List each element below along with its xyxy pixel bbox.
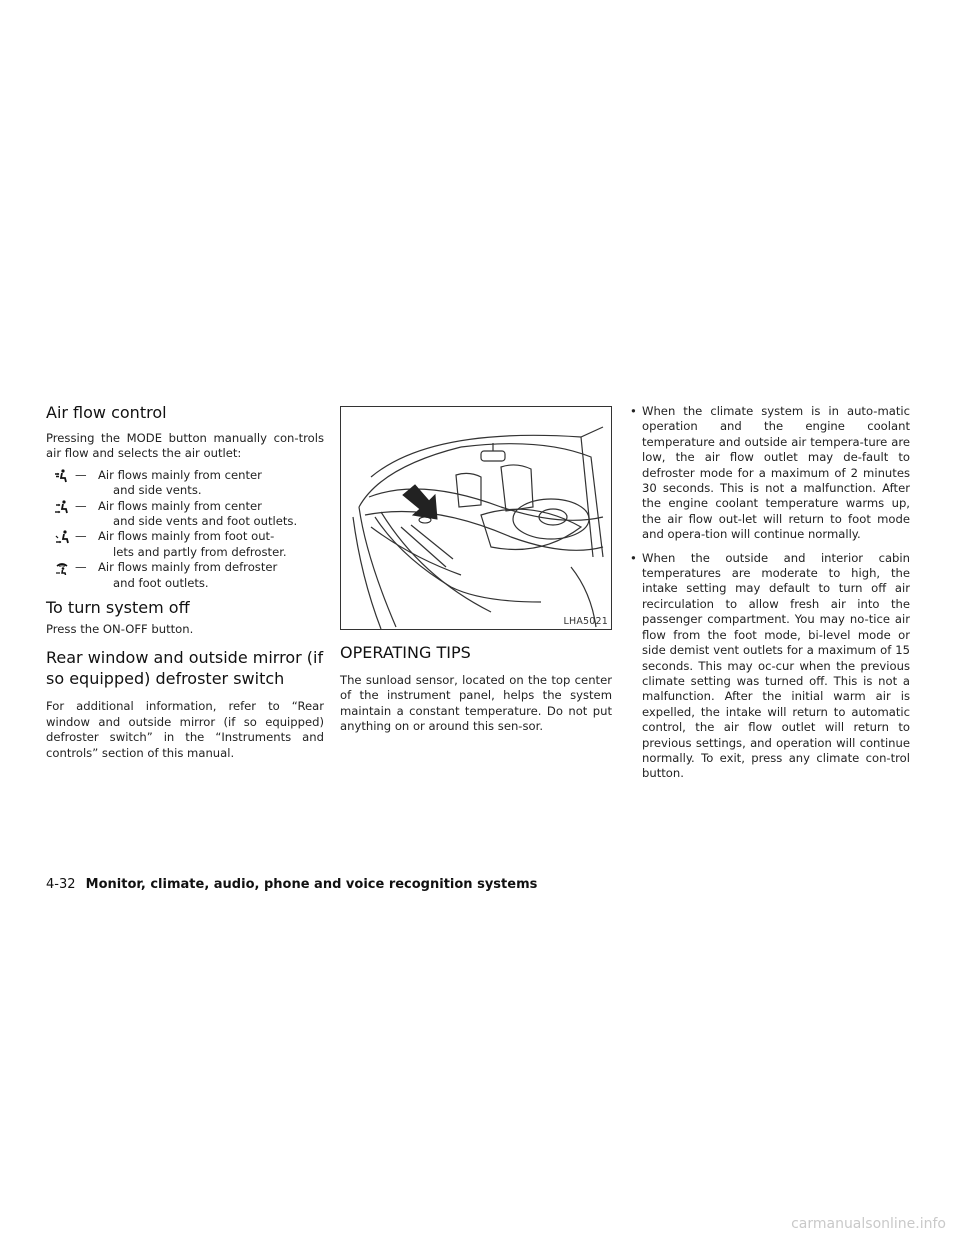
defrost-foot-mode-icon: [54, 561, 70, 575]
left-column: [46, 402, 324, 767]
rear-defroster-heading: Rear window and outside mirror (if so equipped) defroster switch: [46, 648, 324, 689]
page-footer: [46, 877, 537, 892]
mode-line2: lets and partly from defroster.: [113, 544, 287, 559]
mode-line2: and foot outlets.: [113, 575, 209, 590]
middle-column: [340, 406, 612, 741]
mode-line1: Air flows mainly from foot out-: [98, 529, 275, 544]
vent-mode-icon: [54, 469, 70, 483]
bullet-text: When the climate system is in auto-matic operation and the engine coolant temperature and outside air tempera-ture are low, the air flow outlet may de-fault to defroster mode for a maximum of 2 minutes 30 seconds. This is not a malfunction. After the engine coolant temperature warms up, the air flow out-let will return to foot mode and opera-tion will continue normally.: [642, 404, 910, 542]
figure-label: LHA5021: [563, 616, 608, 627]
sunload-sensor-figure: [340, 406, 612, 630]
mode-dash: —: [75, 560, 87, 575]
mode-item-bilevel: [46, 499, 324, 530]
mode-dash: —: [75, 498, 87, 513]
bullet-marker: •: [630, 404, 637, 418]
list-item: [628, 404, 910, 543]
rear-defroster-text: For additional information, refer to “Rear window and outside mirror (if so equipped) defroster switch” in the “Instruments and controls” section of this manual.: [46, 699, 324, 760]
dashboard-illustration: [341, 407, 611, 629]
mode-item-defrost-foot: [46, 560, 324, 591]
right-column: [628, 404, 910, 790]
foot-mode-icon: [54, 530, 70, 544]
bullet-marker: •: [630, 550, 637, 565]
airflow-heading: Air flow control: [46, 403, 167, 422]
mode-dash: —: [75, 529, 87, 544]
page-number: 4-32: [46, 877, 76, 892]
mode-line2: and side vents.: [113, 483, 202, 498]
mode-item-vent: [46, 468, 324, 499]
turn-off-heading: To turn system off: [46, 598, 190, 618]
operating-tips-text: The sunload sensor, located on the top center of the instrument panel, helps the system maintain a constant temperature. Do not put anything on or around this sen-sor.: [340, 673, 612, 734]
turn-off-text: Press the ON-OFF button.: [46, 622, 194, 637]
mode-line1: Air flows mainly from center: [98, 498, 262, 513]
list-item: [628, 551, 910, 782]
section-title: Monitor, climate, audio, phone and voice recognition systems: [85, 877, 538, 892]
mode-line2: and side vents and foot outlets.: [113, 514, 298, 529]
mode-line1: Air flows mainly from defroster: [98, 560, 278, 575]
tips-bullet-list: [628, 404, 910, 782]
mode-dash: —: [75, 467, 87, 482]
mode-line1: Air flows mainly from center: [98, 467, 262, 482]
airflow-intro: Pressing the MODE button manually con-trols air flow and selects the air outlet:: [46, 431, 324, 461]
bullet-text: When the outside and interior cabin temperatures are moderate to high, the intake setting may default to turn off air recirculation to allow fresh air into the passenger compartment. You may no-tice air flow from the foot mode, bi-level mode or side demist vent outlets for a maximum of 15 seconds. This may oc-cur when the previous climate setting was turned off. This is not a malfunction. After the initial warm air is expelled, the intake will return to automatic control, the air flow outlet will return to previous settings, and operation will continue normally. To exit, press any climate con-trol button.: [642, 550, 910, 781]
operating-tips-heading: OPERATING TIPS: [340, 643, 471, 662]
bilevel-mode-icon: [54, 500, 70, 514]
mode-list: [46, 468, 324, 591]
site-watermark: carmanualsonline.info: [791, 1216, 946, 1232]
mode-item-foot: [46, 529, 324, 560]
